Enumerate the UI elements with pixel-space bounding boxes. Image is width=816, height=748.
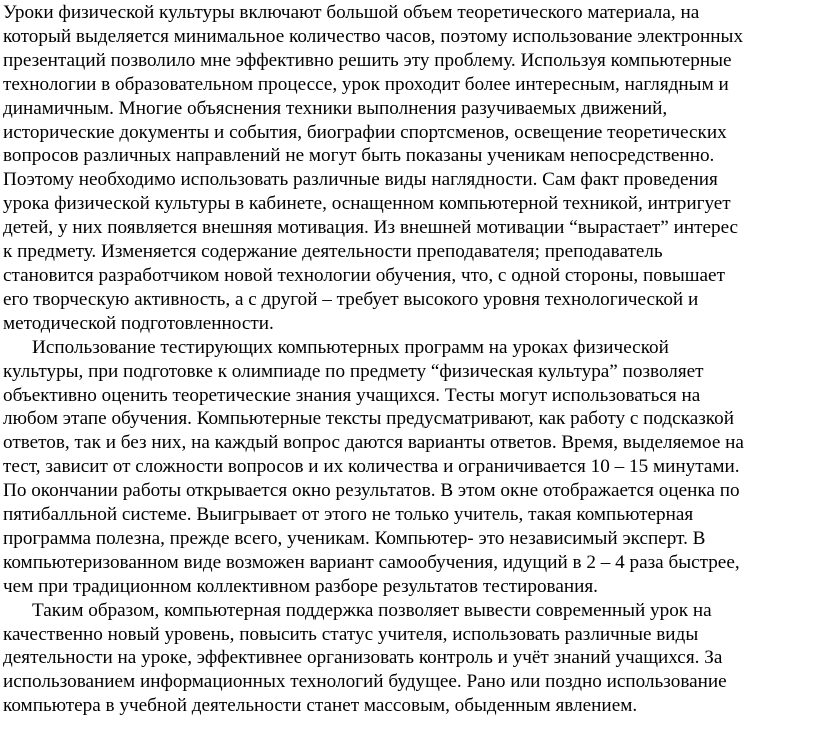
- paragraph-3: [3, 599, 812, 719]
- text-line: Использование тестирующих компьютерных программ на уроках физической: [32, 336, 669, 358]
- text-line: деятельности на уроке, эффективнее организовать контроль и учёт знаний учащихся. За: [3, 647, 723, 669]
- text-line: который выделяется минимальное количество часов, поэтому использование электронных: [3, 25, 744, 47]
- text-line: к предмету. Изменяется содержание деятельности преподавателя; преподаватель: [3, 241, 663, 263]
- paragraph-1: [3, 1, 812, 336]
- text-line: детей, у них появляется внешняя мотивация. Из внешней мотивации “вырастает” интерес: [3, 217, 739, 239]
- text-line: пятибалльной системе. Выигрывает от этого не только учитель, такая компьютерная: [3, 504, 694, 526]
- text-line: По окончании работы открывается окно результатов. В этом окне отображается оценка по: [3, 480, 740, 502]
- text-line: динамичным. Многие объяснения техники выполнения разучиваемых движений,: [3, 97, 668, 119]
- text-line: Поэтому необходимо использовать различные виды наглядности. Сам факт проведения: [3, 169, 718, 191]
- text-line: компьютера в учебной деятельности станет массовым, обыденным явлением.: [3, 695, 638, 717]
- text-line: компьютеризованном виде возможен вариант самообучения, идущий в 2 – 4 раза быстрее,: [3, 551, 740, 573]
- text-line: Таким образом, компьютерная поддержка позволяет вывести современный урок на: [32, 599, 712, 621]
- text-line: использованием информационных технологий будущее. Рано или поздно использование: [3, 671, 727, 693]
- text-line: чем при традиционном коллективном разборе результатов тестирования.: [3, 575, 598, 597]
- text-line: объективно оценить теоретические знания учащихся. Тесты могут использоваться на: [3, 384, 701, 406]
- text-line: культуры, при подготовке к олимпиаде по предмету “физическая культура” позволяет: [3, 360, 704, 382]
- text-line: ответов, так и без них, на каждый вопрос даются варианты ответов. Время, выделяемое на: [3, 432, 744, 454]
- text-line: его творческую активность, а с другой – требует высокого уровня технологической и: [3, 288, 699, 310]
- text-line: любом этапе обучения. Компьютерные тексты предусматривают, как работу с подсказкой: [3, 408, 734, 430]
- text-line: программа полезна, прежде всего, ученикам. Компьютер- это независимый эксперт. В: [3, 527, 706, 549]
- text-line: качественно новый уровень, повысить статус учителя, использовать различные виды: [3, 623, 699, 645]
- text-line: методической подготовленности.: [3, 312, 274, 334]
- text-line: технологии в образовательном процессе, урок проходит более интересным, наглядным и: [3, 73, 729, 95]
- text-line: исторические документы и события, биографии спортсменов, освещение теоретических: [3, 121, 727, 143]
- paragraph-2: [3, 336, 812, 599]
- text-line: Уроки физической культуры включают большой объем теоретического материала, на: [3, 2, 700, 23]
- text-line: вопросов различных направлений не могут быть показаны ученикам непосредственно.: [3, 145, 715, 167]
- text-line: становится разработчиком новой технологии обучения, что, с одной стороны, повышает: [3, 264, 725, 286]
- text-line: урока физической культуры в кабинете, оснащенном компьютерной техникой, интригует: [3, 193, 731, 215]
- text-line: презентаций позволило мне эффективно решить эту проблему. Используя компьютерные: [3, 49, 732, 71]
- text-line: тест, зависит от сложности вопросов и их количества и ограничивается 10 – 15 минутами.: [3, 456, 740, 478]
